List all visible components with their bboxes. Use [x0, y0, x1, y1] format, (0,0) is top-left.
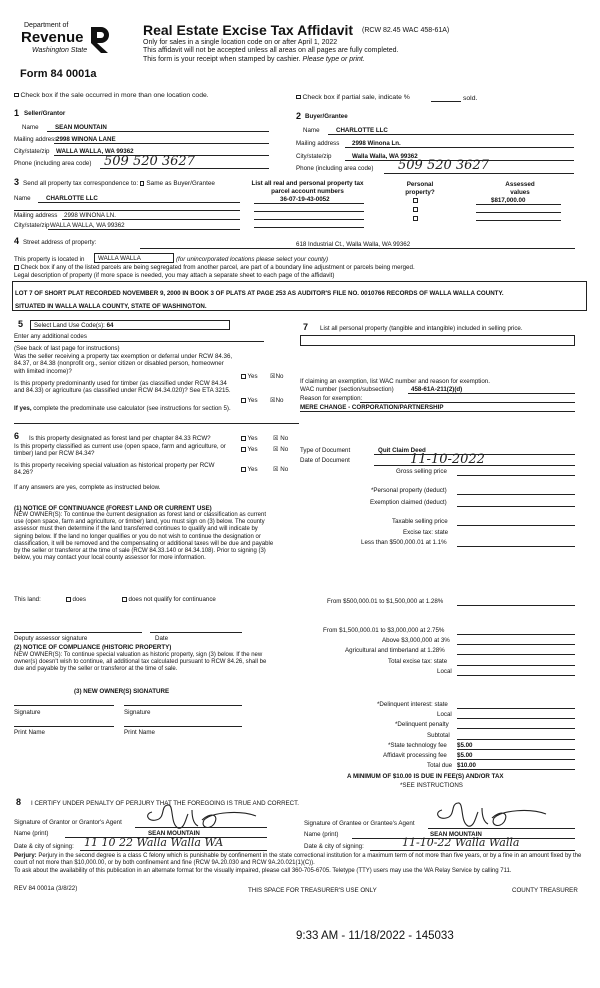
section-number-1: 1 — [14, 108, 20, 118]
same-as-buyer-checkbox[interactable] — [140, 181, 145, 186]
header-line-1: Only for sales in a single location code on or after April 1, 2022 — [143, 39, 338, 46]
parcel-line-3 — [254, 219, 364, 220]
subtotal-label: Subtotal — [427, 732, 450, 739]
seller-name-line — [47, 131, 269, 132]
parcel-header: List all real and personal property tax parcel account numbers — [251, 180, 364, 195]
land-use-text — [34, 322, 113, 329]
buyer-address-label: Mailing address — [296, 140, 340, 147]
grantor-sig-line — [135, 827, 267, 828]
total-state-label: Total excise tax: state — [388, 658, 448, 665]
seller-heading: Seller/Grantor — [24, 110, 66, 117]
owner-sig-line-2 — [124, 705, 242, 706]
grantor-date[interactable]: 11 10 22 Walla Walla WA — [84, 836, 224, 849]
legal-label: Legal description of property (if more space is needed, you may attach a separate sheet to each page of the affidavit) — [14, 272, 335, 279]
doc-date-line — [374, 465, 575, 466]
legal-line-1: LOT 7 OF SHORT PLAT RECORDED NOVEMBER 9, 2000 IN BOOK 3 OF PLATS AT PAGE 253 AS AUDITOR'S FILE NO. 0010766 RECORDS OF WALLA WALLA COUNTY. — [15, 290, 504, 297]
from500-label: From $500,000.01 to $1,500,000 at 1.28% — [327, 598, 444, 605]
forest-yes[interactable] — [241, 435, 258, 442]
form-number: Form 84 0001a — [20, 68, 97, 80]
grantee-date[interactable]: 11-10-22 Walla Walla — [402, 836, 520, 849]
forest-no-label: No — [280, 435, 289, 442]
location-note: (for unincorporated locations please select your county) — [176, 256, 329, 263]
section-number-6: 6 — [14, 431, 20, 441]
doc-date[interactable]: 11-10-2022 — [410, 452, 485, 467]
timber-question: Is this property predominantly used for timber (as classified under RCW 84.34 and 84.33) or agriculture (as classified under RCW 84.34.020)? See ETA 3215. — [14, 380, 231, 395]
total-due[interactable]: $10.00 — [457, 762, 476, 769]
doc-date-label: Date of Document — [300, 457, 350, 464]
correspondence-heading — [23, 180, 215, 188]
local2-line — [457, 718, 575, 719]
corr-address-label: Mailing address — [14, 212, 58, 219]
seller-city-label: City/state/zip — [14, 148, 50, 155]
personal-property-label: List all personal property (tangible and intangible) included in selling price. — [320, 325, 523, 332]
does-label: does — [72, 596, 86, 603]
subtotal-line — [457, 739, 575, 740]
county-treasurer: COUNTY TREASURER — [512, 887, 578, 894]
from1500-label: From $1,500,000.01 to $3,000,000 at 2.75% — [323, 627, 445, 634]
new-owner-sig-title: (3) NEW OWNER(S) SIGNATURE — [74, 688, 170, 695]
q2-no-label: No — [275, 397, 284, 404]
land-use-select[interactable] — [30, 320, 230, 330]
segregated-checkbox[interactable] — [14, 265, 19, 270]
dor-logo — [18, 22, 118, 62]
deputy-sig-line — [14, 632, 142, 633]
tech-fee-label: *State technology fee — [388, 742, 447, 749]
reason-label: Reason for exemption: — [300, 395, 363, 402]
buyer-address[interactable]: 2998 Winona Ln. — [352, 140, 401, 147]
grantor-date-line — [80, 850, 267, 851]
current-use-question: Is this property classified as current use (open space, farm and agriculture, or timber) land per RCW 84.34? — [14, 443, 226, 458]
total-due-label: Total due — [427, 762, 453, 769]
partial-percent-field[interactable] — [431, 101, 461, 102]
seller-phone[interactable]: 509 520 3627 — [104, 154, 195, 169]
wac-value[interactable]: 458-61A-211(2)(d) — [411, 386, 463, 393]
does-option[interactable] — [66, 596, 86, 603]
personal-checkbox-3[interactable] — [413, 215, 420, 222]
grantor-name[interactable]: SEAN MOUNTAIN — [148, 830, 200, 837]
street-line — [140, 248, 575, 249]
historic-no-label: No — [280, 466, 289, 473]
grantee-sig-label: Signature of Grantee or Grantee's Agent — [304, 820, 415, 827]
continuance-title: (1) NOTICE OF CONTINUANCE (FOREST LAND OR CURRENT USE) — [14, 505, 212, 512]
segregated-label: Check box if any of the listed parcels are being segregated from another parcel, are part of a boundary line adjustment or parcels being merged. — [20, 264, 415, 271]
current-use-yes[interactable] — [241, 446, 258, 453]
owner-print-label-1: Print Name — [14, 729, 45, 736]
multi-location-checkbox[interactable] — [14, 93, 19, 98]
sold-label: sold. — [463, 95, 478, 102]
street-label: Street address of property: — [23, 239, 97, 246]
legal-line-2: SITUATED IN WALLA WALLA COUNTY, STATE OF WASHINGTON. — [15, 303, 207, 310]
buyer-heading: Buyer/Grantee — [305, 113, 348, 120]
agri-line — [457, 654, 575, 655]
does-not-label: does not qualify for continuance — [128, 596, 216, 603]
gross-label: Gross selling price — [396, 468, 447, 475]
seller-name-label: Name — [22, 124, 39, 131]
q2-no[interactable]: ☒No — [270, 397, 284, 404]
grantor-date-label: Date & city of signing: — [14, 843, 74, 850]
q2-yes-label: Yes — [247, 397, 258, 404]
see-instructions: *SEE INSTRUCTIONS — [400, 782, 463, 789]
delinq-interest-label: *Delinquent interest: state — [377, 701, 448, 708]
parcel-line-2 — [254, 211, 364, 212]
corr-name[interactable]: CHARLOTTE LLC — [46, 195, 98, 202]
county-select[interactable] — [94, 253, 174, 263]
personal-property-box[interactable] — [300, 335, 575, 346]
claim-exemption-label: If claiming an exemption, list WAC number and reason for exemption. — [300, 378, 490, 385]
see-back-note: (See back of last page for instructions) — [14, 345, 120, 352]
q1-yes-label: Yes — [247, 373, 258, 380]
parcel-number[interactable]: 36-07-19-43-0052 — [280, 196, 330, 203]
current-use-yes-label: Yes — [247, 446, 258, 453]
perjury-bold: Perjury: — [14, 853, 37, 859]
corr-address[interactable]: 2998 WINONA LN. — [64, 212, 116, 219]
multi-location-label: Check box if the sale occurred in more than one location code. — [20, 92, 209, 99]
owner-sig-line-1 — [14, 705, 114, 706]
wac-label: WAC number (section/subsection) — [300, 386, 394, 393]
less500-label: Less than $500,000.01 at 1.1% — [361, 539, 447, 546]
seller-phone-label: Phone (including area code) — [14, 160, 92, 167]
form-revision: REV 84 0001a (3/8/22) — [14, 885, 78, 892]
exemption-deduct-line — [457, 506, 575, 507]
buyer-city[interactable]: Walla Walla, WA 99362 — [352, 153, 418, 160]
legal-description-box[interactable] — [12, 281, 587, 311]
deputy-date-line — [150, 632, 242, 633]
perjury-notice — [14, 853, 584, 867]
total-due-line — [457, 769, 575, 770]
certify-statement: I CERTIFY UNDER PENALTY OF PERJURY THAT THE FOREGOING IS TRUE AND CORRECT. — [31, 800, 299, 807]
section-number-8: 8 — [16, 797, 22, 807]
ada-notice: To ask about the availability of this publication in an alternate format for the visually impaired, please call 360-705-6705. Teletype (TTY) users may use the WA Relay Service by calling 711. — [14, 868, 512, 874]
if-yes-instruction: If any answers are yes, complete as instructed below. — [14, 484, 161, 491]
tech-fee[interactable]: $5.00 — [457, 742, 473, 749]
current-use-no[interactable]: ☒ No — [273, 446, 289, 453]
corr-city-line — [48, 229, 240, 230]
owner-print-line-2 — [124, 726, 242, 727]
assessed-value[interactable]: $817,000.00 — [491, 197, 526, 204]
wac-line — [408, 393, 575, 394]
same-as-buyer-label: Same as Buyer/Grantee — [146, 180, 215, 187]
seller-phone-line — [100, 168, 269, 169]
this-land-label: This land: — [14, 596, 41, 603]
above3000-label: Above $3,000,000 at 3% — [382, 637, 450, 644]
local-label: Local — [437, 668, 452, 675]
corr-city[interactable]: WALLA WALLA, WA 99362 — [50, 222, 125, 229]
assessed-header: Assessed values — [505, 181, 535, 196]
logo-department: Department of — [24, 22, 69, 29]
delinq-penalty-line — [457, 728, 575, 729]
logo-state: Washington State — [32, 47, 88, 54]
additional-codes-line — [14, 341, 264, 342]
local-line — [457, 675, 575, 676]
grantor-sig-label: Signature of Grantor or Grantor's Agent — [14, 819, 122, 826]
from500-line — [457, 605, 575, 606]
logo-mark-icon — [88, 24, 112, 54]
buyer-phone-label: Phone (including area code) — [296, 165, 374, 172]
forest-question: Is this property designated as forest land per chapter 84.33 RCW? — [29, 435, 211, 442]
personal-checkbox-2[interactable] — [413, 206, 420, 213]
grantee-name[interactable]: SEAN MOUNTAIN — [430, 831, 482, 838]
segregated-row — [14, 264, 415, 271]
tech-fee-line — [457, 749, 575, 750]
forest-no[interactable]: ☒ No — [273, 435, 289, 442]
exemption-question: Was the seller receiving a property tax exemption or deferral under RCW 84.36, 84.37, or 84.38 (nonprofit org., senior citizen or disabled person, homeowner with limited income)? — [14, 353, 233, 375]
deputy-date-label: Date — [155, 635, 169, 642]
form-title: Real Estate Excise Tax Affidavit — [143, 22, 354, 38]
owner-print-label-2: Print Name — [124, 729, 155, 736]
exemption-deduct-label: Exemption claimed (deduct) — [370, 499, 447, 506]
reason-line-1 — [360, 402, 575, 403]
predominate-use-text: complete the predominate use calculator (see instructions for section 5). — [33, 405, 231, 412]
delinq-interest-line — [457, 708, 575, 709]
logo-revenue: Revenue — [21, 29, 84, 46]
assessed-line-3 — [476, 220, 561, 221]
grantee-date-line — [370, 850, 575, 851]
historic-yes[interactable] — [241, 466, 258, 473]
corr-city-label: City/state/zip — [14, 222, 50, 229]
street-value[interactable]: 618 Industrial Ct., Walla Walla, WA 99362 — [296, 241, 411, 248]
buyer-name[interactable]: CHARLOTTE LLC — [336, 127, 388, 134]
header-line-3-text: This form is your receipt when stamped by cashier. — [143, 56, 301, 63]
section5-divider — [14, 423, 299, 424]
personal-checkbox-1[interactable] — [413, 197, 420, 204]
if-yes-label: If yes, — [14, 405, 32, 412]
section-number-7: 7 — [303, 322, 309, 332]
assessed-line-2 — [476, 212, 561, 213]
owner-print-line-1 — [14, 726, 114, 727]
current-use-no-label: No — [280, 446, 289, 453]
header-line-3 — [143, 56, 365, 64]
affidavit-fee[interactable]: $5.00 — [457, 752, 473, 759]
historic-title: (2) NOTICE OF COMPLIANCE (HISTORIC PROPERTY) — [14, 644, 172, 651]
above3000-line — [457, 644, 575, 645]
forest-yes-label: Yes — [247, 435, 258, 442]
personal-deduct-label: *Personal property (deduct) — [371, 487, 447, 494]
q1-yes[interactable] — [241, 373, 258, 380]
parcel-line-1 — [254, 203, 364, 204]
header-line-2: This affidavit will not be accepted unless all areas on all pages are fully completed. — [143, 47, 399, 54]
buyer-phone[interactable]: 509 520 3627 — [398, 158, 489, 173]
recording-stamp: 9:33 AM - 11/18/2022 - 145033 — [296, 930, 454, 942]
gross-line — [457, 475, 575, 476]
land-use-label: Select Land Use Code(s): — [34, 322, 105, 329]
taxable-label: Taxable selling price — [392, 518, 448, 525]
personal-property-header: Personal property? — [405, 181, 435, 196]
section-number-3: 3 — [14, 177, 20, 187]
seller-address-line — [54, 143, 269, 144]
perjury-text: Perjury in the second degree is a class C felony which is punishable by confinement in the state correctional institution for a maximum term of not more than five years, or by a fine in an amount fixed by the court of not more than $10,000.00, or by both confinement and fine (RCW 9A.20.030 and RCW 9A.20.021(1)(C)). — [14, 853, 582, 867]
doc-type[interactable]: Quit Claim Deed — [378, 447, 426, 454]
taxable-line — [457, 525, 575, 526]
historic-yes-label: Yes — [247, 466, 258, 473]
personal-deduct-line — [457, 494, 575, 495]
partial-sale-row — [296, 94, 410, 102]
corr-blank-line — [14, 210, 240, 211]
total-state-line — [457, 665, 575, 666]
minimum-notice: A MINIMUM OF $10.00 IS DUE IN FEE(S) AND/OR TAX — [347, 773, 504, 780]
grantor-name-label: Name (print) — [14, 830, 49, 837]
corr-address-line — [62, 219, 240, 220]
header-line-3-italic: Please type or print. — [302, 56, 365, 63]
corr-name-label: Name — [14, 195, 31, 202]
correspondence-heading-text: Send all property tax correspondence to: — [23, 180, 139, 187]
grantee-name-label: Name (print) — [304, 831, 339, 838]
owner-signature-label-2: Signature — [124, 709, 151, 716]
continuance-text: NEW OWNER(S): To continue the current designation as forest land or classification as current use (open space, farm and agriculture, or timber) land, you must sign on (3) below. The county assessor must then determine if the land transferred continues to qualify and will indicate by signing below. If the land no longer qualifies or you do not wish to continue the designation or classification, it will be removed and the compensating or additional taxes will be due and payable by the seller or transferor at the time of sale (RCW 84.33.140 or 84.34.108). Prior to signing (3) below, you may contact your local county assessor for more information. — [14, 512, 274, 562]
historic-text: NEW OWNER(S): To continue special valuation as historic property, sign (3) below. If the new owner(s) doesn't wish to continue, all additional tax calculated pursuant to RCW 84.26, shall be due and payable by the seller or transferor at the time of sale. — [14, 652, 267, 673]
grantee-date-label: Date & city of signing: — [304, 843, 364, 850]
section-number-5: 5 — [18, 319, 24, 329]
doc-type-label: Type of Document — [300, 447, 351, 454]
form-statute: (RCW 82.45 WAC 458-61A) — [362, 27, 450, 34]
buyer-name-line — [328, 134, 574, 135]
location-prefix: This property is located in — [14, 256, 85, 263]
seller-address-label: Mailing address — [14, 136, 58, 143]
historic-no[interactable]: ☒ No — [273, 466, 289, 473]
owner-signature-label-1: Signature — [14, 709, 41, 716]
q2-yes[interactable] — [241, 397, 258, 404]
grantee-sig-line — [428, 828, 575, 829]
additional-codes-label: Enter any additional codes — [14, 333, 87, 340]
predominate-use-note — [14, 405, 236, 412]
seller-name[interactable]: SEAN MOUNTAIN — [55, 124, 107, 131]
affidavit-fee-label: Affidavit processing fee — [383, 752, 447, 759]
local2-label: Local — [437, 711, 452, 718]
treasurer-space: THIS SPACE FOR TREASURER'S USE ONLY — [248, 887, 377, 894]
partial-sale-checkbox[interactable] — [296, 95, 301, 100]
from1500-line — [457, 634, 575, 635]
buyer-city-label: City/state/zip — [296, 153, 332, 160]
grantee-signature[interactable] — [430, 800, 550, 830]
buyer-name-label: Name — [303, 127, 320, 134]
delinq-penalty-label: *Delinquent penalty — [395, 721, 449, 728]
corr-name-line — [38, 202, 240, 203]
partial-sale-label: Check box if partial sale, indicate % — [302, 94, 410, 101]
reason-line-2 — [300, 411, 575, 412]
affidavit-fee-line — [457, 759, 575, 760]
seller-city[interactable]: WALLA WALLA, WA 99362 — [56, 148, 134, 155]
section-number-2: 2 — [296, 111, 302, 121]
reason-value[interactable]: MERE CHANGE - CORPORATION/PARTNERSHIP — [300, 404, 444, 411]
deputy-signature-label: Deputy assessor signature — [14, 635, 88, 642]
agri-label: Agricultural and timberland at 1.28% — [345, 647, 445, 654]
land-use-code: 64 — [106, 322, 114, 329]
parcel-line-4 — [254, 227, 364, 228]
multi-location-row — [14, 92, 209, 100]
assessed-line-1 — [476, 204, 561, 205]
excise-state-label: Excise tax: state — [403, 529, 449, 536]
historic-question: Is this property receiving special valuation as historical property per RCW 84.26? — [14, 462, 215, 477]
q1-no[interactable]: ☒No — [270, 373, 284, 380]
less500-line — [457, 546, 575, 547]
q1-no-label: No — [275, 373, 284, 380]
buyer-address-line — [345, 147, 574, 148]
buyer-phone-line — [384, 173, 574, 174]
county-value: WALLA WALLA — [98, 255, 141, 262]
section-number-4: 4 — [14, 236, 20, 246]
seller-address[interactable]: 2998 WINONA LANE — [56, 136, 116, 143]
does-not-option[interactable] — [122, 596, 216, 603]
